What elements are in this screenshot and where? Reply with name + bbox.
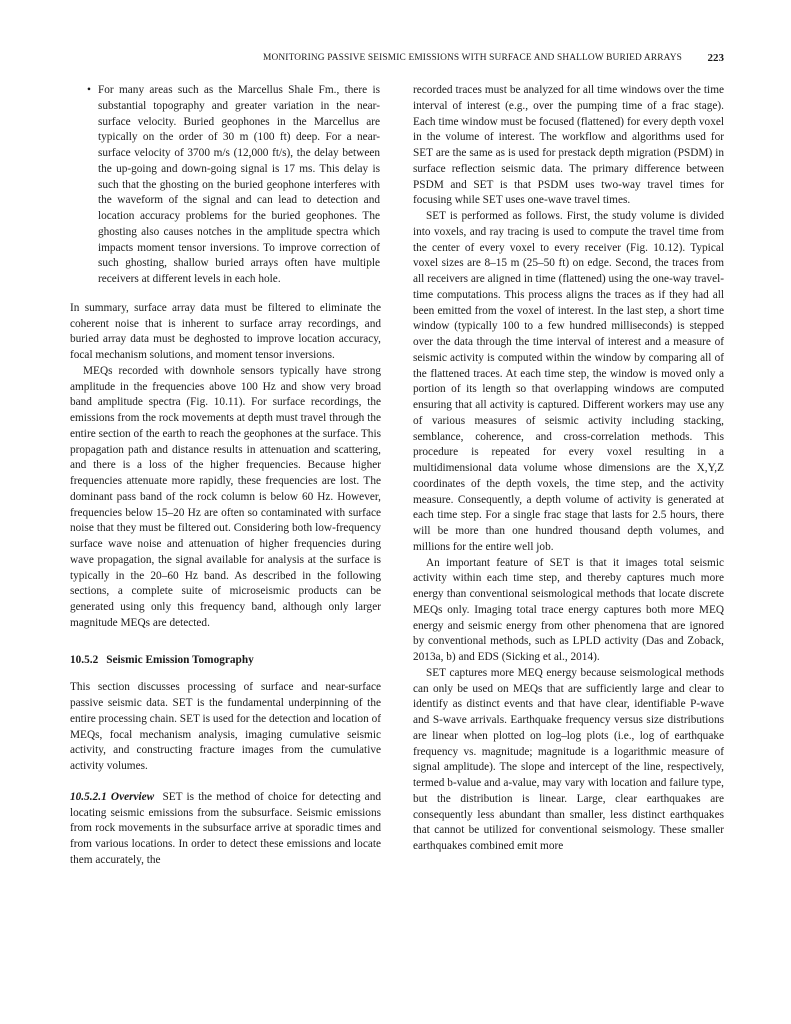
left-column — [70, 83, 381, 869]
section-number: 10.5.2 — [70, 653, 99, 666]
bullet-icon: • — [87, 84, 91, 96]
bullet-item — [70, 83, 381, 288]
bullet-paragraph: For many areas such as the Marcellus Shale Fm., there is substantial topography and greater variation in the near-surface velocity. Buried geophones in the Marcellus are typically on the order of 30 m (100 ft) deep. For a near-surface velocity of 3700 m/s (12,000 ft/s), the delay between the up-going and down-going signal is 17 ms. This delay is such that the ghosting on the buried geophone interferes with the waveform of the signal and can lead to detection and location accuracy problems for the buried geophones. The ghosting also causes notches in the amplitude spectra which impacts moment tensor inversions. To improve correction of such ghosting, shallow buried arrays often have multiple receivers at different levels in each hole. — [98, 84, 380, 285]
overview-text: SET is the method of choice for detecting and locating seismic emissions from the subsurface. Seismic emissions from rock movements in the subsurface arrive at sporadic times and from various locations. In order to detect these emissions and locate them accurately, the — [70, 790, 381, 866]
paragraph-section-intro: This section discusses processing of surface and near-surface passive seismic data. SET is the fundamental underpinning of the entire processing chain. SET is used for the detection and location of MEQs, focal mechanism analysis, imaging cumulative seismic activity, and constructing fracture images from the cumulative activity volumes. — [70, 681, 381, 772]
paragraph-meqs: MEQs recorded with downhole sensors typically have strong amplitude in the frequencies above 100 Hz and show very broad band amplitude spectra (Fig. 10.11). For surface recordings, the emissions from the rock movements at depth must travel through the entire section of the earth to reach the geophones at the surface. This propagation path and distance results in attenuation and scattering, and there is a loss of the higher frequencies. Because higher frequencies attenuate more rapidly, these frequencies are lost. The dominant pass band of the rock column is below 60 Hz. However, frequencies below 15–20 Hz are often so contaminated with surface noise that they must be filtered out. Considering both low-frequency surface wave noise and attenuation of higher frequencies during wave propagation, the signal available for analysis at the surface is typically in the 20–60 Hz band. As described in the following sections, a complete suite of microseismic products can be generated using only this frequency band, although only larger magnitude MEQs are detected. — [70, 364, 381, 629]
paragraph-set-performed: SET is performed as follows. First, the study volume is divided into voxels, and ray tracing is used to compute the travel time from the center of every voxel to every receiver (Fig. 10.12). Typical voxel sizes are 8–15 m (25–50 ft) on edge. Second, the traces from all receivers are aligned in time (flattened) using the one-way travel-time computations. This process aligns the traces as if they had all been emitted from the voxel of interest. In the last step, a short time window (typically 100 to a few hundred milliseconds) is stepped over the data through the time interval of interest and a measure of seismic activity is computed within the window by comparing all of the flattened traces. At each time step, the window is moved only a portion of its length so that overlapping windows are computed ensuring that all activity is captured. Different workers may use any of various measures of seismic activity including stacking, semblance, coherence, and cross-correlation methods. This procedure is repeated for every voxel resulting in a multidimensional data volume whose dimensions are the X,Y,Z coordinates of the depth voxels, the time step, and the activity measure. Consequently, a depth volume of activity is generated at each time step. For a single frac stage that lasts for 2.5 hours, there will be more than one hundred thousand depth volumes, and millions for the entire well job. — [413, 210, 724, 553]
section-title: Seismic Emission Tomography — [106, 653, 254, 666]
running-title: MONITORING PASSIVE SEISMIC EMISSIONS WITH SURFACE AND SHALLOW BURIED ARRAYS — [262, 53, 682, 63]
paragraph-set-captures: SET captures more MEQ energy because seismological methods can only be used on MEQs that are sufficiently large and clear to identify as distinct events and that have clear, identifiable P-wave and S-wave arrivals. Earthquake frequency versus size distributions are linear when plotted on log–log plots (i.e., log of earthquake frequency vs. magnitude; magnitude is a logarithmic measure of signal amplitude). The slope and intercept of the line, respectively, termed b-value and a-value, may vary with location and failure type, but the distribution is linear. Large, clear earthquakes are consequently less abundant than smaller, less distinct earthquakes that cannot be utilized for conventional seismology. These smaller earthquakes combined emit more — [413, 666, 724, 852]
running-header — [70, 53, 724, 69]
subsection-heading: 10.5.2.1 Overview — [70, 790, 155, 803]
page-number: 223 — [707, 52, 724, 64]
paragraph-set-feature: An important feature of SET is that it images total seismic activity within each time step, and thereby captures much more energy than conventional seismological methods that locate discrete MEQs only. Imaging total trace energy captures both more MEQ energy and seismic energy from other phenomena that are ignored by conventional methods, such as LPLD activity (Das and Zoback, 2013a, b) and EDS (Sicking et al., 2014). — [413, 556, 724, 663]
paragraph-continued: recorded traces must be analyzed for all time windows over the time interval of interest (e.g., over the pumping time of a frac stage). Each time window must be focused (flattened) for every depth voxel in the volume of interest. The workflow and algorithms used for SET are the same as is used for prestack depth migration (PSDM) in surface reflection seismic data. The primary difference between PSDM and SET is that PSDM uses two-way travel times for focusing while SET uses one-wave travel times. — [413, 84, 724, 207]
paragraph-summary: In summary, surface array data must be filtered to eliminate the coherent noise that is inherent to surface array recordings, and buried array data must be deghosted to improve location accuracy, focal mechanism solutions, and moment tensor inversions. — [70, 301, 381, 361]
right-column — [413, 83, 724, 855]
paragraph-overview — [70, 790, 381, 869]
section-heading — [70, 653, 381, 669]
